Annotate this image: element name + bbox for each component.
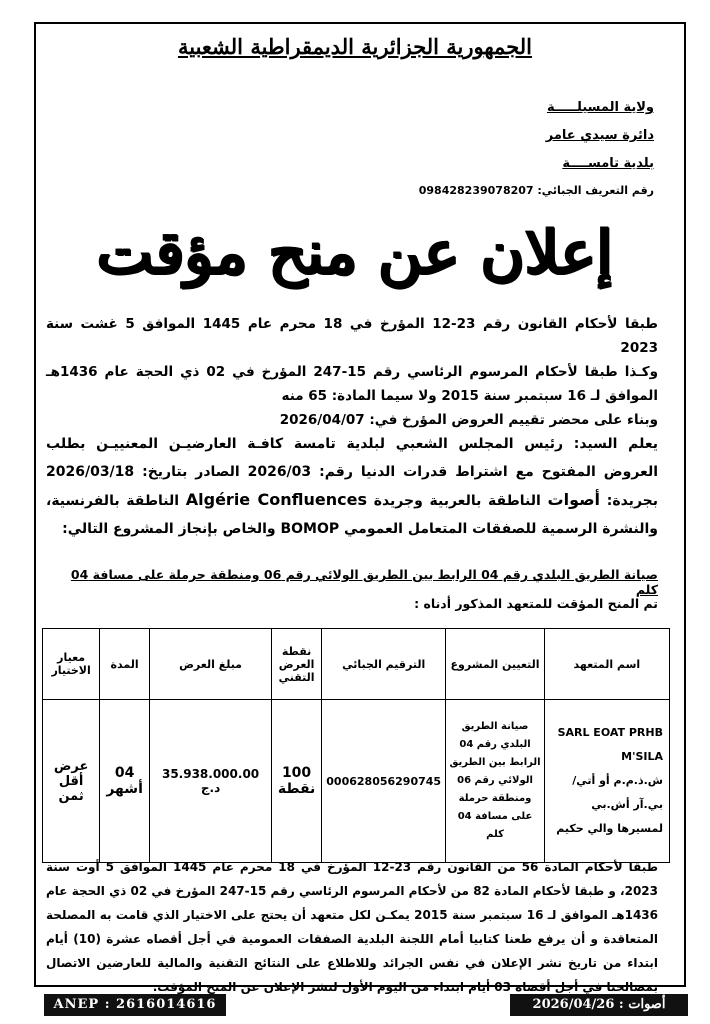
wilaya-line: ولاية المسيلـــــة bbox=[546, 100, 654, 115]
cell-amount: 35.938.000.00 د.ج bbox=[150, 700, 272, 863]
header-criterion: معيار الاختيار bbox=[43, 629, 100, 700]
administrative-header bbox=[419, 94, 654, 197]
cell-project: صيانة الطريق البلدي رقم 04 الرابط بين الطريق الولائي رقم 06 ومنطقة حرملة على مسافة 04 كلم bbox=[446, 700, 544, 863]
cell-criterion: عرض أقل ثمن bbox=[43, 700, 100, 863]
cell-tax-number: 000628056290745 bbox=[322, 700, 446, 863]
notice-text: يعلم السيد: رئيس المجلس الشعبي لبلدية تامسة كافـة العارضيـن المعنييـن بطلب العروض المفتوح مع اشتراط قدرات الدنيا رقم: 2026/03 الصادر بتاريخ: 2026/03/18 بجريدة: bbox=[46, 436, 658, 509]
project-title: صيانة الطريق البلدي رقم 04 الرابط بين الطريق الولائي رقم 06 ومنطقة حرملة على مسافة 04 كلم bbox=[70, 567, 658, 597]
table-header-row bbox=[43, 629, 670, 700]
contractor-type: ش.ذ.م.م أو أتي/بي.آر أش.بي bbox=[572, 774, 663, 811]
anep-badge: ANEP : 2616014616 bbox=[44, 994, 226, 1016]
header-project: التعيين المشروع bbox=[446, 629, 544, 700]
header-amount: مبلغ العرض bbox=[150, 629, 272, 700]
cell-duration bbox=[100, 700, 150, 863]
duration-value: 04 bbox=[114, 765, 135, 781]
award-table bbox=[42, 628, 670, 863]
notice-text-2: الناطقة بالعربية وجريدة bbox=[373, 493, 541, 509]
contractor-name: SARL EOAT PRHB M'SILA bbox=[557, 726, 663, 763]
cell-score bbox=[272, 700, 322, 863]
closing-paragraph: طبقا لأحكام المادة 56 من القانون رقم 23-12 المؤرخ في 18 محرم عام 1445 الموافق 5 أوت سنة 2023، و طبقا لأحكام المادة 82 من لأحكام المرسوم الرئاسي رقم 15-247 المؤرخ في 02 ذي الحجة عام 1436هـ الموافق لـ 16 سبتمبر سنة 2015 يمكـن لكل متعهد أن يحتج على الاختيار الذي قامت به المصلحة المتعاقدة و أن يرفع طعنا كتابيا أمام اللجنة البلدية الصفقات العمومية في أجل أقصاه عشرة (10) أيام ابتداء من تاريخ نشر الإعلان في نفس الجرائد وللاطلاع على النتائج التقنية والمالية للعارضين الاتصال بمصالحنا في أجل أقصاه 03 أيام ابتداء من اليوم الأول لنشر الإعلان عن المنح المؤقت. bbox=[46, 860, 659, 994]
preamble-law-line: طبقا لأحكام القانون رقم 23-12 المؤرخ في 18 محرم عام 1445 الموافق 5 غشت سنة 2023 bbox=[46, 316, 659, 356]
header-tax-number: الترقيم الجبائي bbox=[322, 629, 446, 700]
newspaper-arabic: أصوات bbox=[547, 490, 601, 509]
preamble-decree-line: وكـذا طبقا لأحكام المرسوم الرئاسي رقم 15-247 المؤرخ في 02 ذي الحجة عام 1436هـ الموافق لـ 16 سبتمبر سنة 2015 ولا سيما المادة: 65 منه bbox=[46, 364, 658, 404]
republic-heading: الجمهورية الجزائرية الديمقراطية الشعبية bbox=[177, 34, 532, 59]
cell-contractor bbox=[544, 700, 669, 863]
header-duration: المدة bbox=[100, 629, 150, 700]
newspaper-french: Algérie Confluences bbox=[185, 490, 368, 509]
score-unit: نقطة bbox=[277, 781, 316, 797]
tax-id-line: رقم التعريف الجبائي: 098428239078207 bbox=[418, 184, 654, 197]
preamble bbox=[46, 312, 658, 432]
preamble-evaluation-line: وبناء على محضر تقييم العروض المؤرخ في: 2026/04/07 bbox=[279, 412, 658, 428]
announcement-title: إعلان عن منح مؤقت bbox=[96, 218, 614, 288]
newspaper-source-badge: أصوات : 2026/04/26 bbox=[510, 994, 688, 1016]
award-line: تم المنح المؤقت للمتعهد المذكور أدناه : bbox=[414, 596, 658, 611]
contractor-manager: لمسيرها والي حكيم bbox=[556, 822, 663, 835]
score-value: 100 bbox=[281, 765, 312, 781]
commune-line: بلدية تامســــة bbox=[562, 156, 654, 171]
daira-line: دائرة سيدي عامر bbox=[545, 128, 654, 143]
header-contractor: اسم المتعهد bbox=[544, 629, 669, 700]
notice-text-3: الناطقة بالفرنسية، والنشرة الرسمية للصفقات المتعامل العمومي BOMOP والخاص بإنجاز المشروع التالي: bbox=[46, 493, 658, 537]
header-score: نقطة العرض التقني bbox=[272, 629, 322, 700]
notice-paragraph bbox=[46, 430, 658, 543]
table-row bbox=[43, 700, 670, 863]
duration-unit: أشهر bbox=[106, 781, 143, 797]
